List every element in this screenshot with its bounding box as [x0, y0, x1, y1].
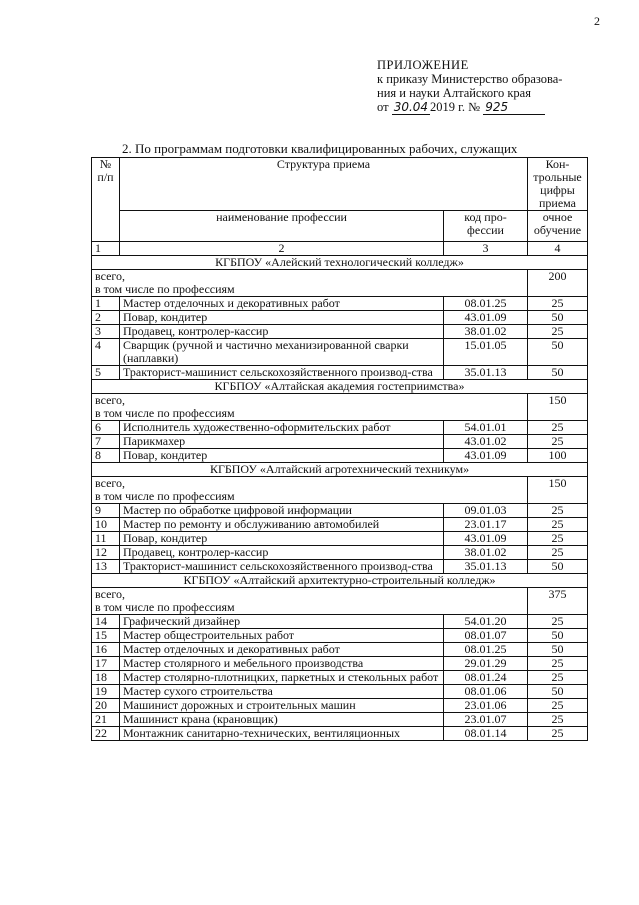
header-control: Кон-трольные цифры приема [528, 158, 588, 211]
row-number: 15 [92, 629, 120, 643]
row-number: 1 [92, 297, 120, 311]
header-profession-name: наименование профессии [120, 211, 444, 242]
page-number: 2 [594, 14, 600, 28]
profession-row [92, 615, 588, 629]
profession-name: Мастер по ремонту и обслуживанию автомобилей [120, 518, 444, 532]
row-number: 4 [92, 339, 120, 366]
row-number: 16 [92, 643, 120, 657]
profession-code: 54.01.01 [444, 421, 528, 435]
profession-row [92, 449, 588, 463]
header-numbering-row [92, 242, 588, 256]
profession-row [92, 504, 588, 518]
profession-name: Повар, кондитер [120, 449, 444, 463]
row-number: 2 [92, 311, 120, 325]
profession-value: 50 [528, 560, 588, 574]
profession-code: 08.01.14 [444, 727, 528, 741]
profession-code: 38.01.02 [444, 325, 528, 339]
org-name: КГБПОУ «Алейский технологический колледж» [92, 256, 588, 270]
profession-code: 43.01.02 [444, 435, 528, 449]
row-number: 14 [92, 615, 120, 629]
profession-code: 35.01.13 [444, 560, 528, 574]
profession-row [92, 713, 588, 727]
total-value: 375 [528, 588, 588, 615]
row-number: 6 [92, 421, 120, 435]
row-number: 10 [92, 518, 120, 532]
profession-row [92, 657, 588, 671]
profession-value: 50 [528, 311, 588, 325]
including-label-text: в том числе по профессиям [95, 282, 235, 296]
org-row [92, 574, 588, 588]
header-row-1 [92, 158, 588, 211]
profession-value: 25 [528, 615, 588, 629]
profession-value: 25 [528, 504, 588, 518]
total-label [92, 477, 528, 504]
total-row [92, 394, 588, 421]
total-label [92, 394, 528, 421]
row-number: 9 [92, 504, 120, 518]
profession-row [92, 325, 588, 339]
profession-code: 29.01.29 [444, 657, 528, 671]
profession-value: 100 [528, 449, 588, 463]
org-name: КГБПОУ «Алтайская академия гостеприимства» [92, 380, 588, 394]
appendix-date-line [377, 100, 562, 115]
profession-row [92, 685, 588, 699]
profession-name: Графический дизайнер [120, 615, 444, 629]
admission-table [91, 157, 588, 741]
profession-value: 50 [528, 685, 588, 699]
profession-row [92, 727, 588, 741]
row-number: 17 [92, 657, 120, 671]
total-label-text: всего, [95, 476, 126, 490]
header-profession-code: код про-фессии [444, 211, 528, 242]
appendix-header [377, 58, 562, 115]
profession-value: 50 [528, 366, 588, 380]
row-number: 22 [92, 727, 120, 741]
profession-row [92, 435, 588, 449]
appendix-title: ПРИЛОЖЕНИЕ [377, 58, 469, 72]
total-value: 150 [528, 477, 588, 504]
profession-row [92, 532, 588, 546]
row-number: 11 [92, 532, 120, 546]
handwritten-date: 30.04 [393, 100, 429, 114]
profession-code: 08.01.24 [444, 671, 528, 685]
profession-value: 25 [528, 421, 588, 435]
profession-name: Продавец, контролер-кассир [120, 546, 444, 560]
profession-code: 43.01.09 [444, 532, 528, 546]
appendix-line-1: к приказу Министерство образова- [377, 72, 563, 86]
profession-value: 25 [528, 435, 588, 449]
header-row-2 [92, 211, 588, 242]
profession-name: Мастер отделочных и декоративных работ [120, 297, 444, 311]
section-title: 2. По программам подготовки квалифицированных рабочих, служащих [122, 141, 518, 156]
total-value: 200 [528, 270, 588, 297]
profession-name: Машинист крана (крановщик) [120, 713, 444, 727]
profession-name: Повар, кондитер [120, 311, 444, 325]
col-num-1: 1 [92, 242, 120, 256]
profession-code: 35.01.13 [444, 366, 528, 380]
profession-name: Мастер столярного и мебельного производства [120, 657, 444, 671]
including-label-text: в том числе по профессиям [95, 406, 235, 420]
col-num-2: 2 [120, 242, 444, 256]
row-number: 21 [92, 713, 120, 727]
org-name: КГБПОУ «Алтайский архитектурно-строительный колледж» [92, 574, 588, 588]
profession-value: 50 [528, 339, 588, 366]
profession-code: 23.01.07 [444, 713, 528, 727]
profession-code: 23.01.17 [444, 518, 528, 532]
profession-name: Монтажник санитарно-технических, вентиляционных [120, 727, 444, 741]
org-row [92, 380, 588, 394]
total-row [92, 270, 588, 297]
profession-value: 25 [528, 657, 588, 671]
profession-row [92, 311, 588, 325]
year-text: 2019 г. № [430, 100, 481, 114]
profession-code: 38.01.02 [444, 546, 528, 560]
row-number: 13 [92, 560, 120, 574]
profession-value: 25 [528, 727, 588, 741]
profession-row [92, 366, 588, 380]
profession-name: Продавец, контролер-кассир [120, 325, 444, 339]
profession-name: Парикмахер [120, 435, 444, 449]
profession-code: 15.01.05 [444, 339, 528, 366]
row-number: 8 [92, 449, 120, 463]
profession-value: 25 [528, 325, 588, 339]
profession-row [92, 643, 588, 657]
total-label [92, 588, 528, 615]
profession-code: 08.01.25 [444, 297, 528, 311]
total-value: 150 [528, 394, 588, 421]
col-num-4: 4 [528, 242, 588, 256]
profession-value: 25 [528, 671, 588, 685]
row-number: 7 [92, 435, 120, 449]
total-row [92, 588, 588, 615]
header-structure: Структура приема [120, 158, 528, 211]
profession-name: Мастер сухого строительства [120, 685, 444, 699]
header-form: очное обучение [528, 211, 588, 242]
profession-value: 25 [528, 713, 588, 727]
org-row [92, 256, 588, 270]
total-row [92, 477, 588, 504]
including-label-text: в том числе по профессиям [95, 600, 235, 614]
profession-code: 43.01.09 [444, 449, 528, 463]
profession-name: Мастер столярно-плотницких, паркетных и стекольных работ [120, 671, 444, 685]
profession-row [92, 560, 588, 574]
profession-row [92, 297, 588, 311]
profession-code: 09.01.03 [444, 504, 528, 518]
profession-value: 25 [528, 699, 588, 713]
row-number: 5 [92, 366, 120, 380]
org-row [92, 463, 588, 477]
profession-row [92, 699, 588, 713]
row-number: 3 [92, 325, 120, 339]
total-label-text: всего, [95, 393, 126, 407]
row-number: 18 [92, 671, 120, 685]
profession-value: 25 [528, 518, 588, 532]
profession-code: 08.01.25 [444, 643, 528, 657]
profession-name: Мастер отделочных и декоративных работ [120, 643, 444, 657]
profession-row [92, 546, 588, 560]
profession-name: Мастер общестроительных работ [120, 629, 444, 643]
col-num-3: 3 [444, 242, 528, 256]
profession-code: 54.01.20 [444, 615, 528, 629]
org-name: КГБПОУ «Алтайский агротехнический техникум» [92, 463, 588, 477]
profession-value: 25 [528, 546, 588, 560]
profession-code: 08.01.07 [444, 629, 528, 643]
total-label-text: всего, [95, 269, 126, 283]
profession-row [92, 629, 588, 643]
row-number: 20 [92, 699, 120, 713]
profession-code: 23.01.06 [444, 699, 528, 713]
including-label-text: в том числе по профессиям [95, 489, 235, 503]
profession-row [92, 339, 588, 366]
profession-value: 50 [528, 643, 588, 657]
profession-value: 25 [528, 532, 588, 546]
profession-row [92, 421, 588, 435]
profession-name: Тракторист-машинист сельскохозяйственного производ-ства [120, 560, 444, 574]
row-number: 12 [92, 546, 120, 560]
profession-name: Машинист дорожных и строительных машин [120, 699, 444, 713]
total-label-text: всего, [95, 587, 126, 601]
handwritten-number: 925 [483, 100, 545, 115]
profession-name: Сварщик (ручной и частично механизированной сварки (наплавки) [120, 339, 444, 366]
profession-row [92, 518, 588, 532]
profession-row [92, 671, 588, 685]
profession-name: Мастер по обработке цифровой информации [120, 504, 444, 518]
date-prefix: от [377, 100, 389, 114]
profession-name: Повар, кондитер [120, 532, 444, 546]
profession-name: Исполнитель художественно-оформительских работ [120, 421, 444, 435]
profession-value: 50 [528, 629, 588, 643]
profession-code: 43.01.09 [444, 311, 528, 325]
header-num: № п/п [92, 158, 120, 242]
profession-name: Тракторист-машинист сельскохозяйственного производ-ства [120, 366, 444, 380]
profession-value: 25 [528, 297, 588, 311]
row-number: 19 [92, 685, 120, 699]
appendix-line-2: ния и науки Алтайского края [377, 86, 531, 100]
profession-code: 08.01.06 [444, 685, 528, 699]
total-label [92, 270, 528, 297]
